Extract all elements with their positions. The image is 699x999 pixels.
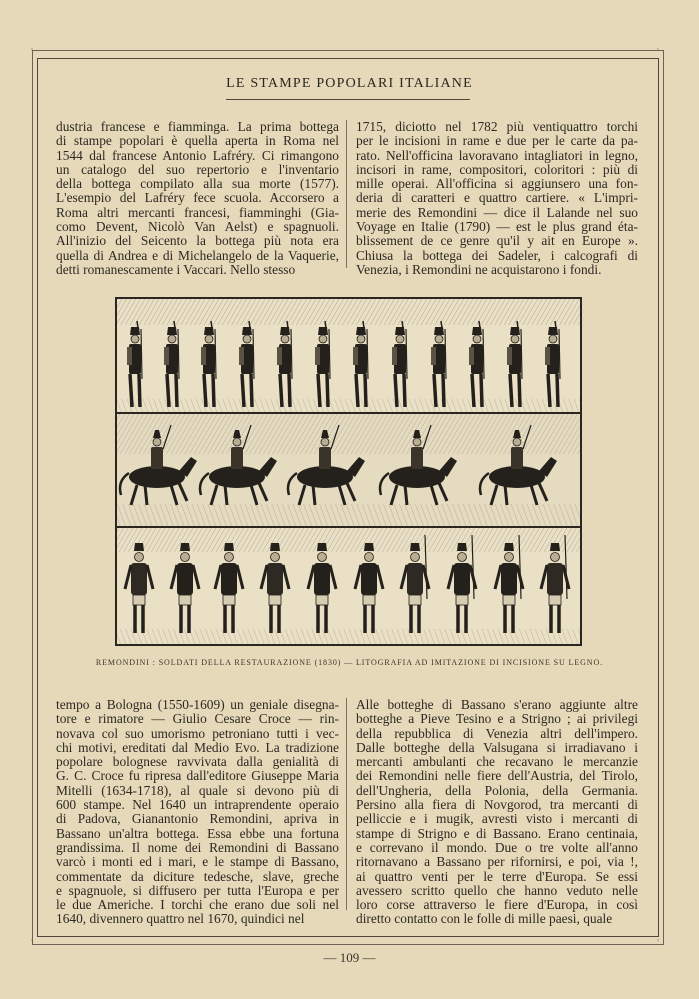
text-line: stampe di Strigno e di Bassano. Erano centinaia, — [356, 825, 638, 841]
text-line: Dalle botteghe della Valsugana si irradiavano i — [356, 739, 638, 755]
figure-caption: REMONDINI : SOLDATI DELLA RESTAURAZIONE (1830) — LITOGRAFIA AD IMITAZIONE DI INCISIONE SU LEGNO. — [95, 658, 604, 667]
text-line: All'inizio del Seicento la bottega più nota era — [56, 233, 339, 249]
frame-corner-ornament: ◦ — [30, 937, 35, 945]
text-line: dei Remondini nelle fiere dell'Austria, del Tirolo, — [356, 768, 638, 784]
middle-band-sky — [117, 414, 580, 454]
title-rule — [226, 99, 470, 100]
page-number: — 109 — — [323, 950, 376, 965]
text-line: varcò i monti ed i mari, e le stampe di Bassano, — [56, 854, 339, 870]
text-line: Mitelli (1634-1718), al quale si devono più di — [56, 782, 339, 798]
text-line: tore e rimatore — Giulio Cesare Croce — rin- — [56, 711, 339, 727]
text-line: chi motivi, ereditati dal Medio Evo. La tradizione — [56, 739, 339, 755]
text-line: le due Americhe. I torchi che erano due soli nel — [56, 897, 339, 913]
column-divider — [346, 698, 347, 910]
text-line: Venezia, i Remondini ne acquistarono i fondi. — [356, 261, 602, 277]
top-band-sky — [117, 299, 580, 325]
text-line: blissement de ce genre qu'il y ait en Europe ». — [356, 233, 638, 249]
text-line: dustria francese e fiamminga. La prima bottega — [56, 119, 339, 134]
lithograph-figure — [115, 297, 582, 646]
top-left-text-column — [56, 120, 339, 277]
text-line: commentate da diciture tedesche, slave, greche — [56, 868, 339, 884]
text-line: tempo a Bologna (1550-1609) un geniale disegna- — [56, 697, 339, 712]
text-line: Persino alla fiera di Novgorod, tra mercanti di — [356, 797, 638, 813]
text-line: mercanti ambulanti che recavano le mercanzie — [356, 754, 638, 770]
text-line: loro corse attraverso le fiere d'Europa, in così — [356, 897, 638, 913]
text-line: della repubblica di Venezia altri dell'impero. — [356, 725, 638, 741]
running-title: LE STAMPE POPOLARI ITALIANE — [226, 76, 473, 91]
text-line: per le incisioni in rame e due per le carte da pa- — [356, 133, 638, 149]
text-line: un catalogo del suo repertorio e l'inventario — [56, 161, 339, 177]
text-line: botteghe a Pieve Tesino e a Strigno ; ai privilegi — [356, 711, 638, 727]
bottom-band-ground — [117, 629, 580, 644]
bottom-left-text-column — [56, 698, 339, 927]
bottom-right-text-column — [356, 698, 638, 927]
text-line: grandissima. Il nome dei Remondini di Bassano — [56, 839, 339, 855]
text-line: di stampe popolari è quella aperta in Roma nel — [56, 133, 339, 149]
text-line: dell'Ungheria, della Polonia, della Germania. — [356, 782, 638, 798]
text-line: L'esempio del Lafréry fece scuola. Accorsero a — [56, 190, 339, 206]
text-line: ritornavano a Bassano per rifornirsi, e poi, via !, — [356, 854, 638, 870]
text-line: 1715, diciotto nel 1782 più ventiquattro torchi — [356, 119, 638, 134]
column-divider — [346, 120, 347, 268]
text-line: Alle botteghe di Bassano s'erano aggiunte altre — [356, 697, 638, 712]
text-line: merie des Remondini — dice il Lalande nel suo — [356, 204, 638, 220]
text-line: mille operai. All'officina si aggiunsero una fon- — [356, 176, 638, 192]
text-line: diretto contatto con le folle di mille paesi, quale — [356, 911, 613, 927]
text-line: Voyage en Italie (1790) — est le plus grand éta- — [356, 219, 638, 235]
text-line: di Padova, Gianantonio Remondini, apriva in — [56, 811, 339, 827]
soldiers-illustration — [117, 299, 580, 644]
text-line: deria di caratteri e quattro cartiere. « L'impri- — [356, 190, 638, 206]
frame-corner-ornament: ◦ — [30, 46, 35, 54]
text-line: 1544 dal francese Antonio Lafréry. Ci rimangono — [56, 147, 339, 163]
text-line: 1640, divennero quattro nel 1670, quindici nel — [56, 911, 305, 927]
text-line: Bassano un'altra bottega. Essa ebbe una fortuna — [56, 825, 339, 841]
text-line: ai quattro venti per le terre d'Europa. Se essi — [356, 868, 638, 884]
top-right-text-column — [356, 120, 638, 277]
text-line: detti romanescamente i Vaccari. Nello stesso — [56, 261, 296, 277]
text-line: 600 stampe. Nel 1640 un intraprendente operaio — [56, 797, 339, 813]
text-line: quella di Andrea e di Michelangelo de la Vaquerie, — [56, 247, 339, 263]
text-line: novava col suo umorismo petroniano tutti i vec- — [56, 725, 339, 741]
text-line: popolare bolognese ravvivata dalla genialità di — [56, 754, 339, 770]
text-line: rato. Nell'officina lavoravano intagliatori in legno, — [356, 147, 638, 163]
frame-corner-ornament: ◦ — [656, 937, 661, 945]
text-line: G. C. Croce fu ripresa dall'editore Giuseppe Maria — [56, 768, 339, 784]
frame-corner-ornament: ◦ — [656, 46, 661, 54]
text-line: e spagnuole, si diffusero per tutta l'Europa e per — [56, 882, 339, 898]
text-line: e correvano il mondo. Due o tre volte all'anno — [356, 839, 638, 855]
middle-band-ground — [117, 504, 580, 526]
text-line: como Devent, Nicolò Van Aelst) e spagnuoli. — [56, 219, 339, 235]
text-line: Chiusa la bottega dei Sadeler, i calcografi di — [356, 247, 638, 263]
text-line: Roma altri mercanti francesi, fiamminghi (Gia- — [56, 204, 339, 220]
text-line: della bottega compilato alla sua morte (1577). — [56, 176, 339, 192]
text-line: pelliccie e i mugik, avresti visto i mercanti di — [356, 811, 638, 827]
text-line: avessero scritto quello che hanno veduto nelle — [356, 882, 638, 898]
text-line: incisori in rame, compositori, coloritori : più di — [356, 161, 638, 177]
